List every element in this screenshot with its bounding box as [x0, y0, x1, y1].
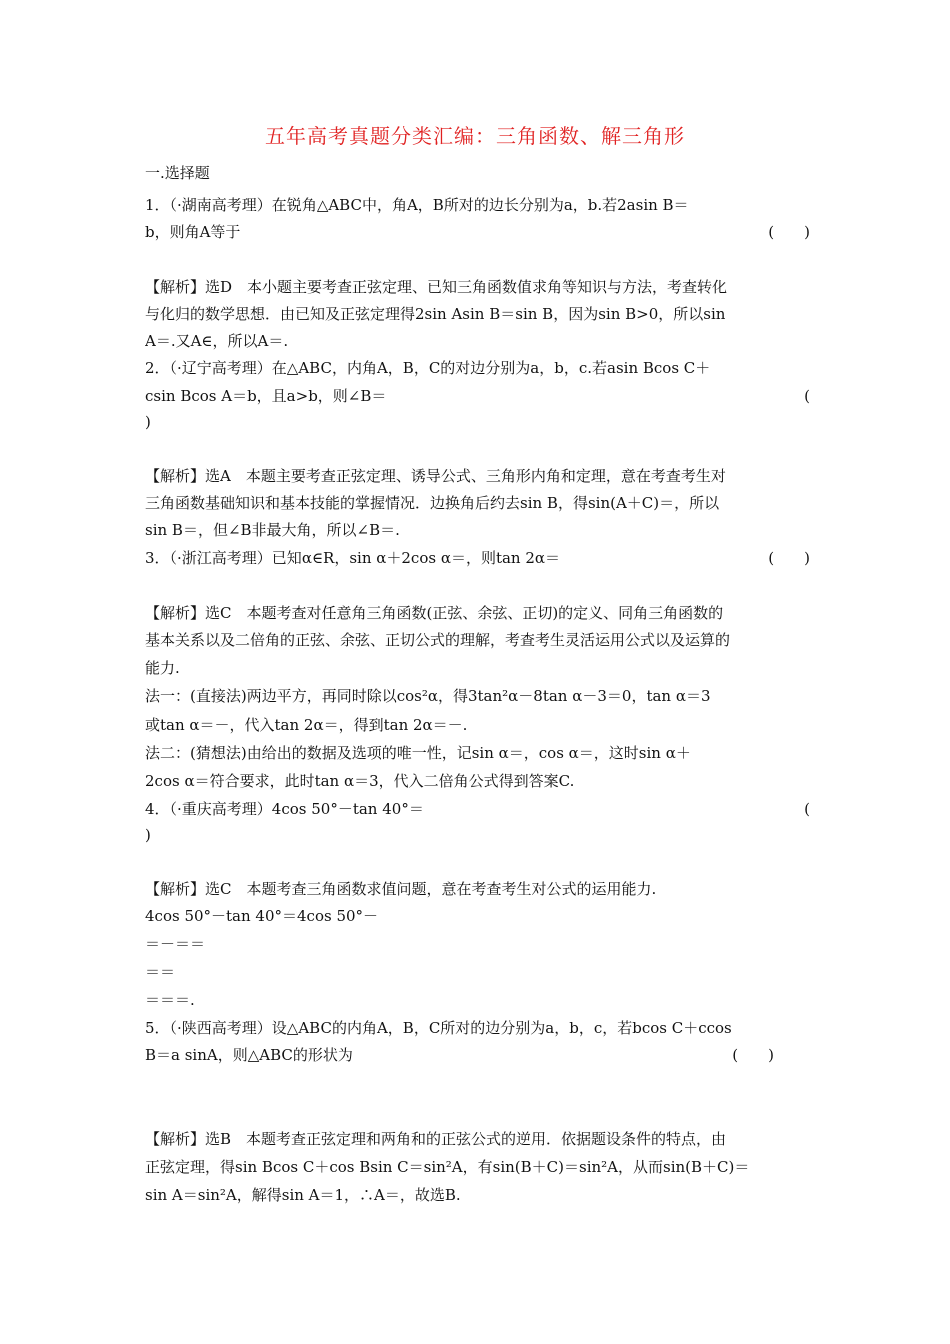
q2-analysis-line1: 【解析】选A 本题主要考查正弦定理、诱导公式、三角形内角和定理，意在考查考生对	[145, 467, 726, 485]
q1-analysis-line2: 与化归的数学思想．由已知及正弦定理得2sin Asin B＝sin B，因为sin B>0，所以sin	[145, 305, 726, 323]
q2-bracket-close: )	[145, 413, 151, 431]
q4-solution-line3: ＝＝	[145, 963, 176, 981]
q1-stem-line2	[145, 222, 810, 242]
q3-method1-line1: 法一：(直接法)两边平方，再同时除以cos²α，得3tan²α－8tan α－3＝0，tan α＝3	[145, 687, 711, 705]
q1-analysis-line3: A＝.又A∈，所以A＝.	[145, 332, 289, 350]
q3-method2-line1: 法二：(猜想法)由给出的数据及选项的唯一性，记sin α＝，cos α＝，这时sin α＋	[145, 744, 691, 762]
q4-solution-line4: ＝＝＝.	[145, 991, 195, 1009]
q5-analysis-line1: 【解析】选B 本题考查正弦定理和两角和的正弦公式的逆用．依据题设条件的特点，由	[145, 1130, 727, 1148]
q3-method2-line2: 2cos α＝符合要求，此时tan α＝3，代入二倍角公式得到答案C.	[145, 772, 575, 790]
q5-analysis-line3: sin A＝sin²A，解得sin A＝1，∴A＝，故选B.	[145, 1186, 461, 1204]
q2-analysis-line3: sin B＝，但∠B非最大角，所以∠B＝.	[145, 521, 400, 539]
page-title: 五年高考真题分类汇编：三角函数、解三角形	[265, 124, 685, 148]
q1-answer-bracket: ( )	[768, 223, 810, 241]
q5-stem-line1: 5．（·陕西高考理）设△ABC的内角A，B，C所对的边分别为a，b，c，若bcos C＋ccos	[145, 1019, 732, 1037]
q2-stem-text: csin Bcos A＝b，且a>b，则∠B＝	[145, 387, 387, 405]
q2-stem-line1: 2．（·辽宁高考理）在△ABC，内角A，B，C的对边分别为a，b，c.若asin Bcos C＋	[145, 359, 711, 377]
q4-solution-line1: 4cos 50°－tan 40°＝4cos 50°－	[145, 907, 379, 925]
q5-analysis-line2: 正弦定理，得sin Bcos C＋cos Bsin C＝sin²A，有sin(B＋C)＝sin²A，从而sin(B＋C)＝	[145, 1158, 750, 1176]
q1-stem-text: b，则角A等于	[145, 223, 241, 241]
q1-analysis-line1: 【解析】选D 本小题主要考查正弦定理、已知三角函数值求角等知识与方法，考查转化	[145, 278, 728, 296]
q3-stem-line1	[145, 548, 810, 568]
q2-bracket-open: (	[804, 387, 810, 405]
q1-stem-line1: 1．（·湖南高考理）在锐角△ABC中，角A，B所对的边长分别为a，b.若2asin B＝	[145, 196, 689, 214]
q3-stem-text: 3．（·浙江高考理）已知α∈R，sin α＋2cos α＝，则tan 2α＝	[145, 549, 561, 567]
q3-analysis-line2: 基本关系以及二倍角的正弦、余弦、正切公式的理解，考查考生灵活运用公式以及运算的	[145, 631, 731, 649]
q5-stem-line2	[145, 1045, 810, 1065]
q4-bracket-open: (	[804, 800, 810, 818]
q3-analysis-line1: 【解析】选C 本题考查对任意角三角函数(正弦、余弦、正切)的定义、同角三角函数的	[145, 604, 724, 622]
q2-analysis-line2: 三角函数基础知识和基本技能的掌握情况．边换角后约去sin B，得sin(A＋C)＝，所以	[145, 494, 720, 512]
q4-stem-text: 4．（·重庆高考理）4cos 50°－tan 40°＝	[145, 800, 424, 818]
q4-bracket-close: )	[145, 826, 151, 844]
q3-method1-line2: 或tan α＝－，代入tan 2α＝，得到tan 2α＝－.	[145, 716, 468, 734]
q4-solution-line2: ＝－＝＝	[145, 935, 206, 953]
q4-stem-line1	[145, 799, 810, 819]
q2-stem-line2	[145, 386, 810, 406]
q4-analysis-line1: 【解析】选C 本题考查三角函数求值问题，意在考查考生对公式的运用能力.	[145, 880, 657, 898]
q3-analysis-line3: 能力.	[145, 659, 180, 677]
q3-answer-bracket: ( )	[768, 549, 810, 567]
section-heading: 一.选择题	[145, 164, 210, 182]
q5-stem-text: B＝a sinA，则△ABC的形状为	[145, 1046, 353, 1064]
q5-answer-bracket: ( )	[732, 1046, 774, 1064]
